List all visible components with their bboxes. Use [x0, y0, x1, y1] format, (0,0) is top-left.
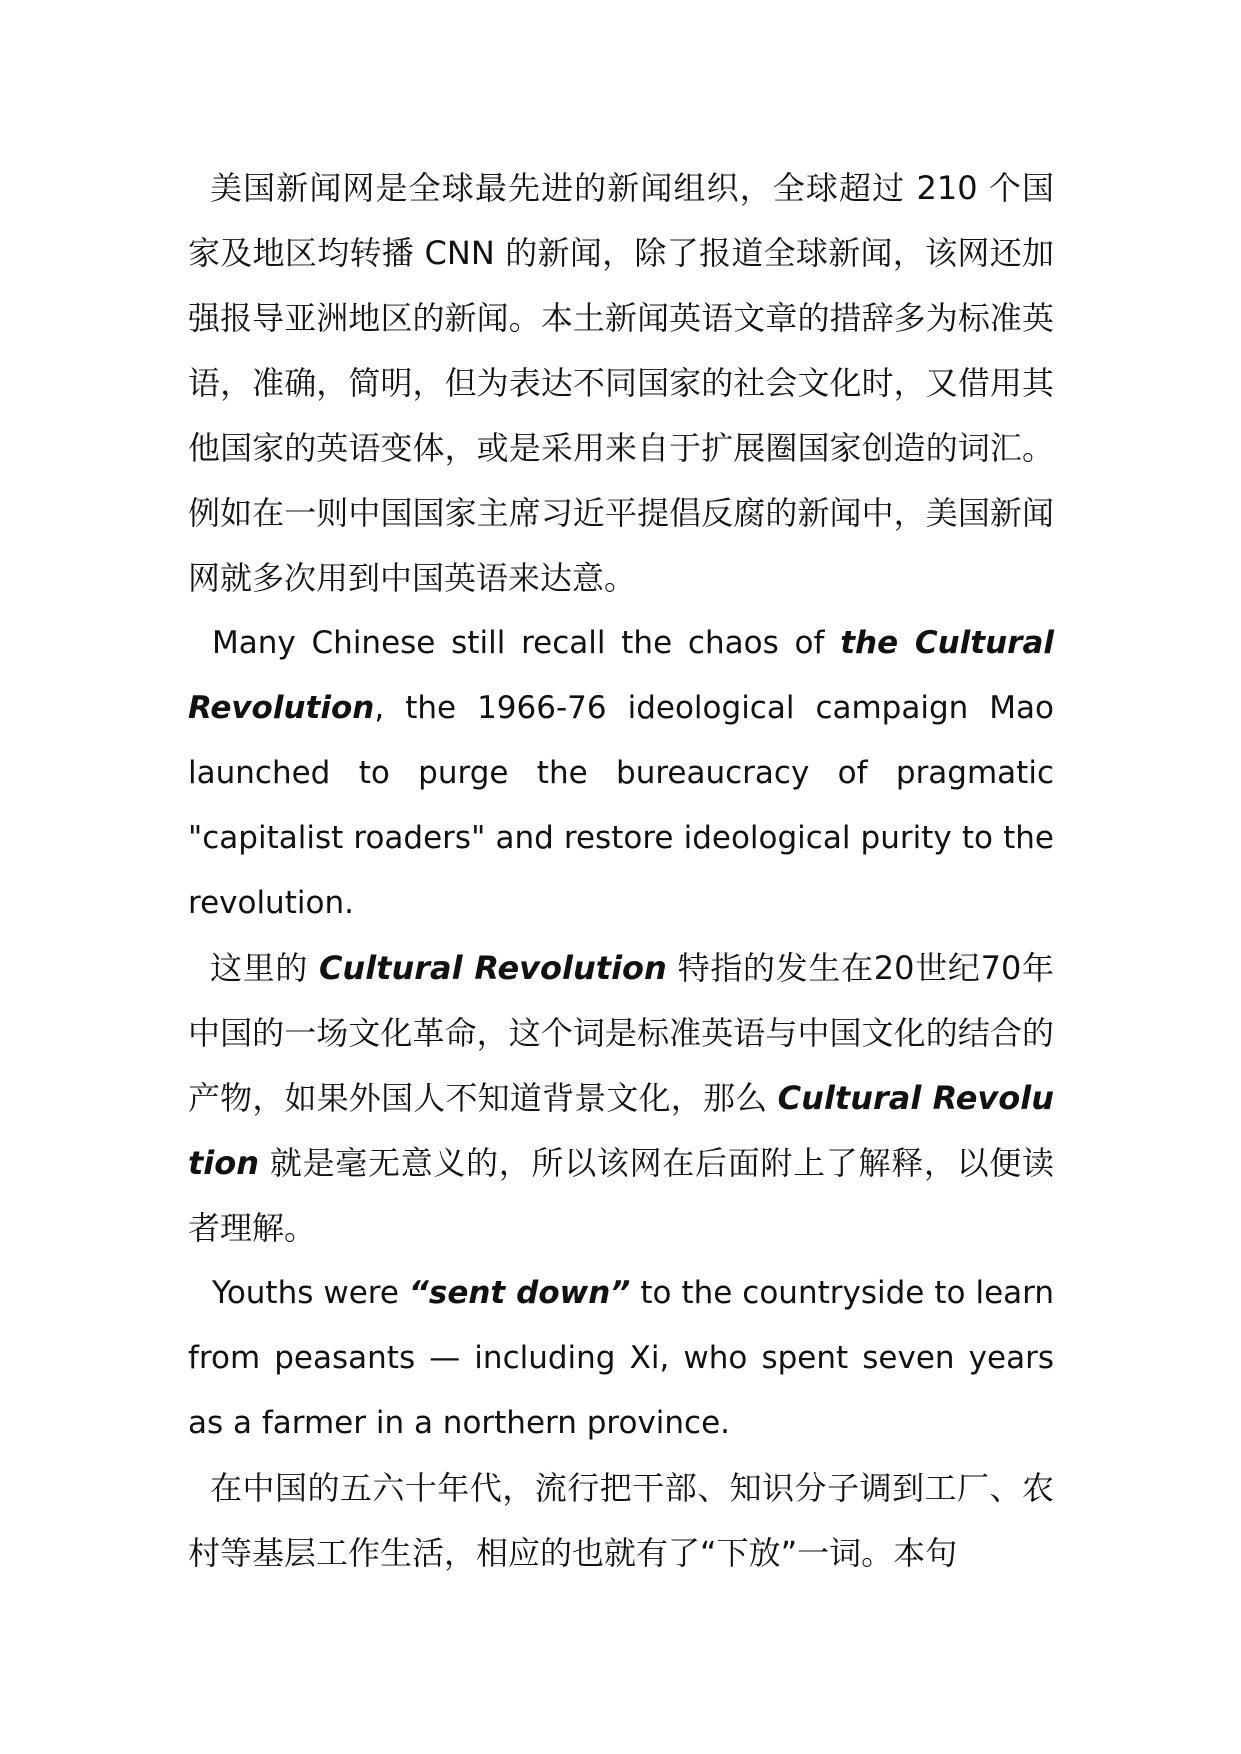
- paragraph-text: 这里的: [210, 949, 319, 987]
- paragraph-sent-down-explanation: [188, 1456, 1054, 1586]
- paragraph-text: 就是毫无意义的，所以该网在后面附上了解释，以便读者理解。: [188, 1144, 1054, 1247]
- paragraph-text: Many Chinese still recall the chaos of: [212, 625, 841, 661]
- paragraph-text: , the 1966-76 ideological campaign Mao launched to purge the bureaucracy of pragmatic "capitalist roaders" and restore ideological purity to the revolution.: [188, 690, 1054, 921]
- paragraph-text: 美国新闻网是全球最先进的新闻组织，全球超过 210 个国家及地区均转播 CNN 的新闻，除了报道全球新闻，该网还加强报导亚洲地区的新闻。本土新闻英语文章的措辞多为标准英语，准确，简明，但为表达不同国家的社会文化时，又借用其他国家的英语变体，或是采用来自于扩展圈国家创造的词汇。例如在一则中国国家主席习近平提倡反腐的新闻中，美国新闻网就多次用到中国英语来达意。: [188, 169, 1054, 597]
- emphasized-term: Cultural Revolution: [318, 949, 667, 987]
- paragraph-text: 在中国的五六十年代，流行把干部、知识分子调到工厂、农村等基层工作生活，相应的也就有了“下放”一词。本句: [188, 1469, 1054, 1572]
- emphasized-term: the Cultural Revolution: [188, 625, 1055, 726]
- document-body: [188, 156, 1054, 1586]
- paragraph-cultural-revolution-quote: [188, 611, 1054, 936]
- emphasized-term: “sent down”: [408, 1275, 631, 1311]
- paragraph-text: Youths were: [212, 1275, 409, 1311]
- paragraph-text: 特指的发生在20世纪70年中国的一场文化革命，这个词是标准英语与中国文化的结合的产物，如果外国人不知道背景文化，那么: [188, 949, 1054, 1117]
- paragraph-sent-down-quote: [188, 1261, 1054, 1456]
- paragraph-text: to the countryside to learn from peasants — including Xi, who spent seven years as a farmer in a northern province.: [188, 1275, 1054, 1441]
- paragraph-cultural-revolution-explanation: [188, 936, 1054, 1261]
- emphasized-term: Cultural Revolution: [188, 1079, 1054, 1182]
- paragraph-cnn-intro: [188, 156, 1054, 611]
